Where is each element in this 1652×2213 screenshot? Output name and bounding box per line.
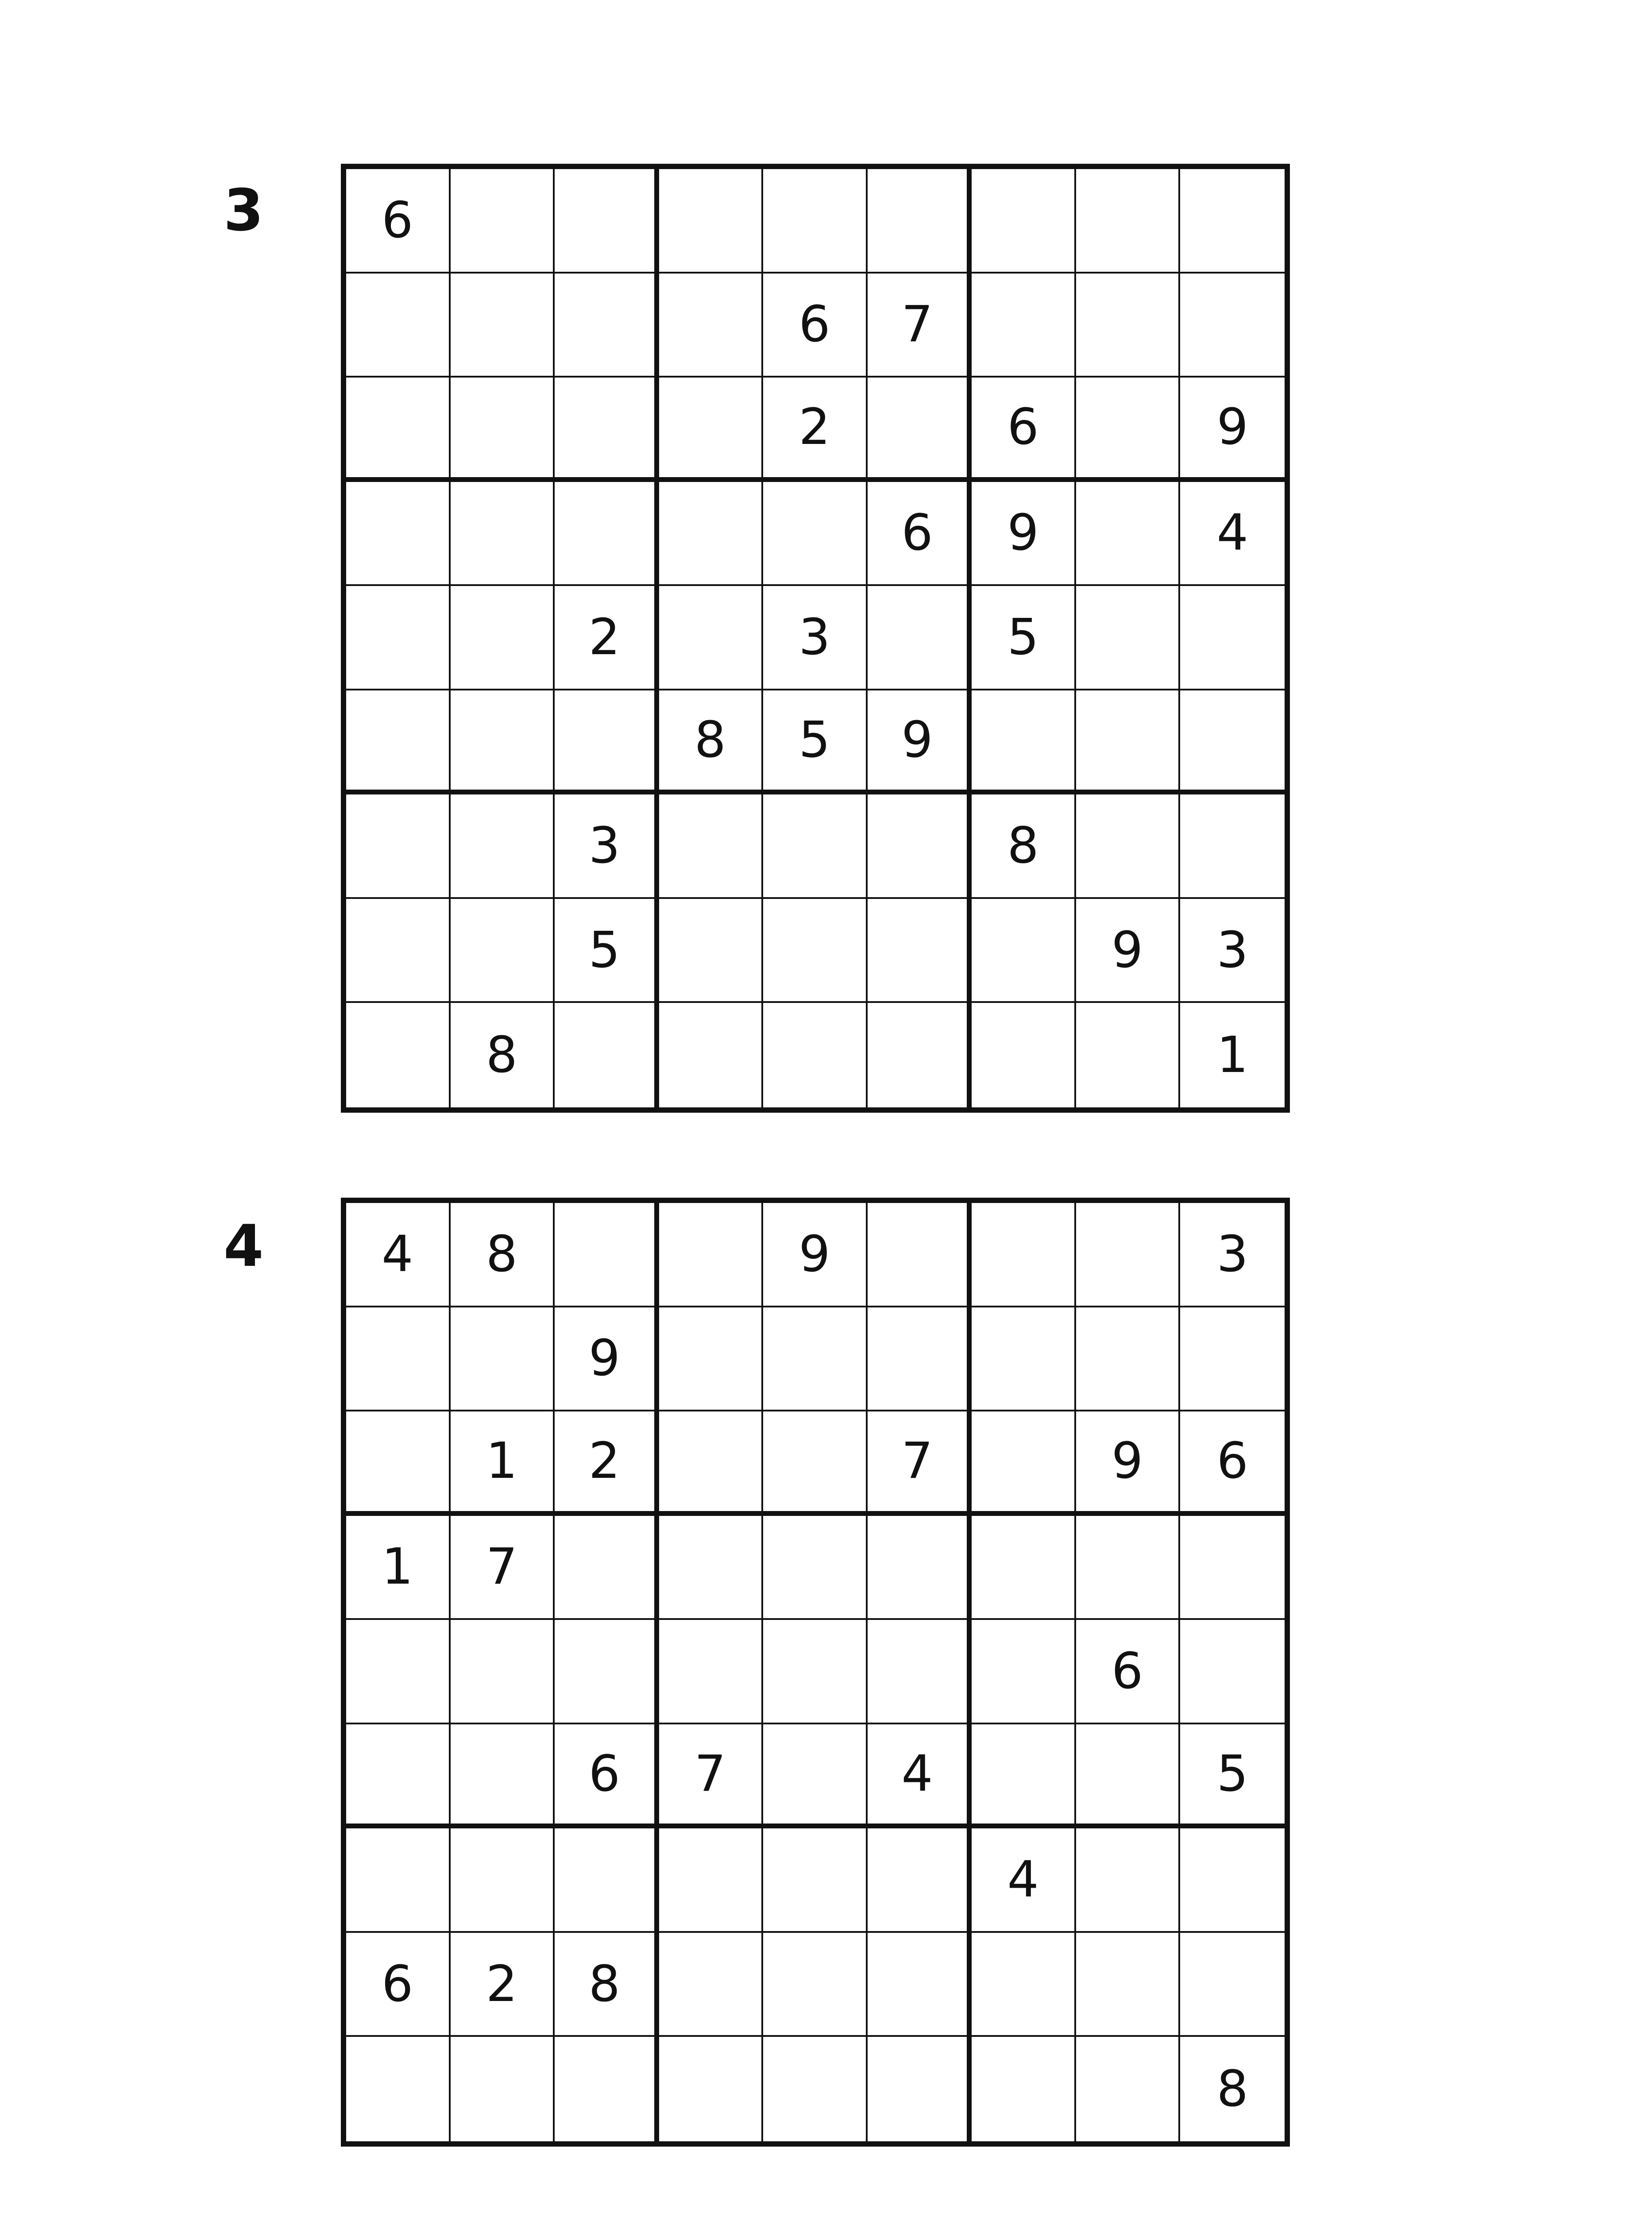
sudoku-cell-r1c3[interactable] [555,1203,659,1307]
sudoku-cell-r5c9[interactable] [1180,586,1285,690]
sudoku-cell-r9c7[interactable] [972,2037,1076,2141]
sudoku-cell-r4c4[interactable] [659,482,764,586]
sudoku-cell-r4c5[interactable] [763,1516,868,1620]
sudoku-cell-r8c5[interactable] [763,1933,868,2037]
sudoku-cell-r5c1[interactable] [346,586,451,690]
sudoku-cell-r6c3[interactable] [555,690,659,795]
sudoku-cell-r8c4[interactable] [659,899,764,1003]
sudoku-cell-r2c7[interactable] [972,274,1076,378]
sudoku-cell-r8c6[interactable] [868,899,972,1003]
sudoku-cell-r7c9[interactable] [1180,794,1285,899]
sudoku-cell-r2c2[interactable] [451,1307,555,1412]
sudoku-cell-r9c9[interactable]: 8 [1216,2060,1248,2118]
sudoku-cell-r5c8[interactable] [1076,586,1181,690]
sudoku-cell-r4c1[interactable]: 1 [346,1516,451,1620]
sudoku-cell-r3c7[interactable] [972,1411,1076,1516]
sudoku-cell-r6c7[interactable] [972,1724,1076,1829]
sudoku-cell-r1c9[interactable] [1180,169,1285,274]
sudoku-cell-r6c4[interactable]: 7 [659,1724,764,1829]
sudoku-cell-r5c3[interactable]: 2 [555,586,659,690]
sudoku-cell-r9c2[interactable] [451,2037,555,2141]
puzzle-number: 3 [224,177,264,244]
sudoku-cell-r4c5[interactable] [763,482,868,586]
sudoku-cell-r4c3[interactable] [555,1516,659,1620]
sudoku-cell-r3c6[interactable]: 7 [868,1411,972,1516]
sudoku-cell-r1c2[interactable] [451,169,555,274]
sudoku-cell-r2c1[interactable] [346,1307,451,1412]
sudoku-cell-r5c6[interactable] [868,1620,972,1724]
sudoku-cell-r3c2[interactable] [451,378,555,482]
sudoku-cell-r6c6[interactable]: 9 [868,690,972,795]
sudoku-cell-r7c7[interactable]: 4 [972,1828,1076,1933]
sudoku-cell-r5c9[interactable] [1180,1620,1285,1724]
sudoku-cell-r1c5[interactable] [763,169,868,274]
sudoku-cell-r3c3[interactable] [555,378,659,482]
sudoku-cell-r6c7[interactable] [972,690,1076,795]
sudoku-cell-r2c5[interactable]: 6 [763,274,868,378]
sudoku-cell-r3c5[interactable] [763,1411,868,1516]
sudoku-cell-r1c7[interactable] [972,169,1076,274]
sudoku-cell-r5c7[interactable]: 5 [972,586,1076,690]
sudoku-cell-r9c3[interactable] [555,1003,659,1107]
sudoku-cell-r7c1[interactable] [346,1828,451,1933]
sudoku-cell-r2c5[interactable] [763,1307,868,1412]
sudoku-cell-r5c1[interactable] [346,1620,451,1724]
sudoku-cell-r9c5[interactable] [763,2037,868,2141]
sudoku-cell-r3c9[interactable]: 9 [1180,378,1285,482]
sudoku-cell-r1c7[interactable] [972,1203,1076,1307]
sudoku-cell-r6c3[interactable]: 6 [555,1724,659,1829]
sudoku-cell-r7c5[interactable] [763,1828,868,1933]
sudoku-cell-r5c2[interactable] [451,1620,555,1724]
sudoku-cell-r4c3[interactable] [555,482,659,586]
sudoku-cell-r4c1[interactable] [346,482,451,586]
sudoku-cell-r4c6[interactable] [868,1516,972,1620]
sudoku-cell-r8c2[interactable] [451,899,555,1003]
sudoku-cell-r7c4[interactable] [659,1828,764,1933]
sudoku-cell-r3c4[interactable] [659,1411,764,1516]
sudoku-cell-r9c1[interactable] [346,2037,451,2141]
sudoku-cell-r1c6[interactable] [868,169,972,274]
sudoku-cell-r6c6[interactable]: 4 [868,1724,972,1829]
sudoku-cell-r1c8[interactable] [1076,169,1181,274]
sudoku-cell-r9c6[interactable] [868,1003,972,1107]
sudoku-cell-r3c9[interactable]: 6 [1180,1411,1285,1516]
sudoku-cell-r8c2[interactable]: 2 [451,1933,555,2037]
sudoku-cell-r1c3[interactable] [555,169,659,274]
sudoku-cell-r4c7[interactable]: 9 [972,482,1076,586]
sudoku-cell-r3c6[interactable] [868,378,972,482]
sudoku-cell-r7c3[interactable]: 3 [555,794,659,899]
sudoku-cell-r5c8[interactable]: 6 [1076,1620,1181,1724]
sudoku-cell-r9c5[interactable] [763,1003,868,1107]
sudoku-cell-r5c5[interactable] [763,1620,868,1724]
sudoku-cell-r8c9[interactable]: 3 [1180,899,1285,1003]
sudoku-cell-r8c4[interactable] [659,1933,764,2037]
sudoku-cell-r6c1[interactable] [346,1724,451,1829]
sudoku-cell-r2c2[interactable] [451,274,555,378]
sudoku-cell-r9c9[interactable]: 1 [1216,1026,1248,1084]
sudoku-cell-r8c1[interactable]: 6 [346,1933,451,2037]
sudoku-cell-r8c9[interactable] [1180,1933,1285,2037]
sudoku-cell-r8c7[interactable] [972,899,1076,1003]
sudoku-cell-r2c6[interactable] [868,1307,972,1412]
sudoku-cell-r2c9[interactable] [1180,1307,1285,1412]
sudoku-cell-r9c7[interactable] [972,1003,1076,1107]
sudoku-cell-r5c7[interactable] [972,1620,1076,1724]
sudoku-cell-r7c2[interactable] [451,794,555,899]
sudoku-cell-r9c6[interactable] [868,2037,972,2141]
sudoku-cell-r7c7[interactable]: 8 [972,794,1076,899]
sudoku-cell-r6c9[interactable] [1180,690,1285,795]
sudoku-cell-r7c9[interactable] [1180,1828,1285,1933]
sudoku-cell-r6c8[interactable] [1076,1724,1181,1829]
sudoku-cell-r1c4[interactable] [659,169,764,274]
sudoku-cell-r9c8[interactable] [1076,2037,1181,2141]
sudoku-cell-r7c6[interactable] [868,1828,972,1933]
sudoku-cell-r1c2[interactable]: 8 [451,1203,555,1307]
sudoku-cell-r3c1[interactable] [346,1411,451,1516]
sudoku-cell-r5c5[interactable]: 3 [763,586,868,690]
sudoku-cell-r9c4[interactable] [659,2037,764,2141]
sudoku-cell-r6c8[interactable] [1076,690,1181,795]
sudoku-cell-r4c2[interactable]: 7 [451,1516,555,1620]
sudoku-cell-r2c7[interactable] [972,1307,1076,1412]
sudoku-cell-r1c9[interactable]: 3 [1180,1203,1285,1307]
sudoku-cell-r8c1[interactable] [346,899,451,1003]
sudoku-cell-r6c4[interactable]: 8 [659,690,764,795]
sudoku-cell-r7c2[interactable] [451,1828,555,1933]
sudoku-cell-r1c5[interactable]: 9 [763,1203,868,1307]
sudoku-cell-r4c4[interactable] [659,1516,764,1620]
sudoku-cell-r3c4[interactable] [659,378,764,482]
sudoku-cell-r9c4[interactable] [659,1003,764,1107]
sudoku-cell-r2c8[interactable] [1076,274,1181,378]
sudoku-grid [341,164,1290,1113]
sudoku-cell-r1c1[interactable]: 6 [346,169,451,274]
sudoku-cell-r2c8[interactable] [1076,1307,1181,1412]
sudoku-cell-r4c8[interactable] [1076,482,1181,586]
sudoku-cell-r8c8[interactable]: 9 [1076,899,1181,1003]
sudoku-cell-r8c8[interactable] [1076,1933,1181,2037]
sudoku-cell-r6c2[interactable] [451,1724,555,1829]
sudoku-cell-r1c4[interactable] [659,1203,764,1307]
sudoku-cell-r4c9[interactable] [1180,1516,1285,1620]
sudoku-cell-r5c2[interactable] [451,586,555,690]
sudoku-cell-r2c3[interactable] [555,274,659,378]
sudoku-cell-r7c1[interactable] [346,794,451,899]
sudoku-cell-r7c5[interactable] [763,794,868,899]
sudoku-cell-r4c6[interactable]: 6 [868,482,972,586]
sudoku-cell-r3c3[interactable]: 2 [555,1411,659,1516]
sudoku-cell-r4c2[interactable] [451,482,555,586]
sudoku-cell-r6c5[interactable] [763,1724,868,1829]
sudoku-cell-r7c4[interactable] [659,794,764,899]
sudoku-cell-r8c3[interactable]: 5 [555,899,659,1003]
sudoku-cell-r1c8[interactable] [1076,1203,1181,1307]
sudoku-cell-r7c3[interactable] [555,1828,659,1933]
sudoku-cell-r2c4[interactable] [659,1307,764,1412]
sudoku-cell-r1c6[interactable] [868,1203,972,1307]
sudoku-cell-r8c7[interactable] [972,1933,1076,2037]
sudoku-cell-r9c8[interactable] [1076,1003,1181,1107]
sudoku-cell-r4c7[interactable] [972,1516,1076,1620]
sudoku-cell-r3c5[interactable]: 2 [763,378,868,482]
sudoku-cell-r4c8[interactable] [1076,1516,1181,1620]
puzzle-number: 4 [224,1212,264,1280]
sudoku-cell-r5c4[interactable] [659,1620,764,1724]
sudoku-cell-r2c4[interactable] [659,274,764,378]
sudoku-cell-r8c3[interactable]: 8 [555,1933,659,2037]
sudoku-cell-r4c9[interactable]: 4 [1180,482,1285,586]
sudoku-cell-r3c2[interactable]: 1 [451,1411,555,1516]
sudoku-cell-r3c8[interactable] [1076,378,1181,482]
sudoku-cell-r6c5[interactable]: 5 [763,690,868,795]
sudoku-cell-r3c7[interactable]: 6 [972,378,1076,482]
sudoku-cell-r2c6[interactable]: 7 [868,274,972,378]
sudoku-cell-r8c5[interactable] [763,899,868,1003]
sudoku-cell-r7c8[interactable] [1076,794,1181,899]
sudoku-cell-r9c1[interactable] [346,1003,451,1107]
sudoku-cell-r5c3[interactable] [555,1620,659,1724]
sudoku-cell-r7c6[interactable] [868,794,972,899]
sudoku-cell-r6c9[interactable]: 5 [1180,1724,1285,1829]
sudoku-cell-r2c9[interactable] [1180,274,1285,378]
sudoku-cell-r3c8[interactable]: 9 [1076,1411,1181,1516]
sudoku-cell-r3c1[interactable] [346,378,451,482]
sudoku-cell-r9c2[interactable]: 8 [451,1003,555,1107]
sudoku-grid [341,1198,1290,2147]
sudoku-cell-r8c6[interactable] [868,1933,972,2037]
sudoku-cell-r5c4[interactable] [659,586,764,690]
sudoku-cell-r5c6[interactable] [868,586,972,690]
sudoku-cell-r1c1[interactable]: 4 [346,1203,451,1307]
sudoku-cell-r7c8[interactable] [1076,1828,1181,1933]
sudoku-cell-r9c3[interactable] [555,2037,659,2141]
sudoku-cell-r2c1[interactable] [346,274,451,378]
sudoku-cell-r6c1[interactable] [346,690,451,795]
sudoku-cell-r2c3[interactable]: 9 [555,1307,659,1412]
sudoku-cell-r6c2[interactable] [451,690,555,795]
